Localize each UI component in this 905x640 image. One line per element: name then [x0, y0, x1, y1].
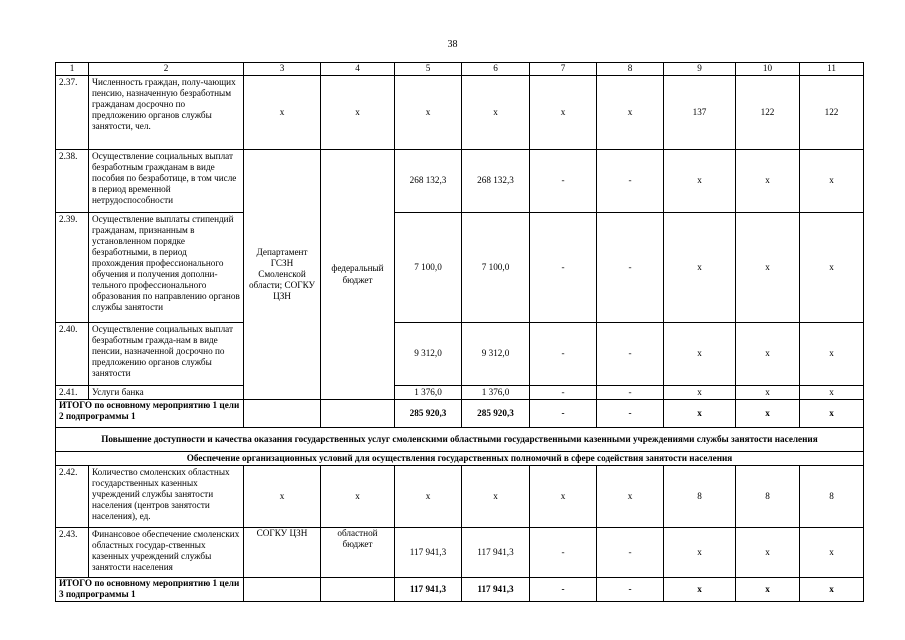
table-row: [56, 213, 864, 323]
cell: х: [800, 323, 864, 386]
cell: 122: [736, 76, 800, 150]
total-row: [56, 400, 864, 428]
table-row: [56, 76, 864, 150]
total-label: ИТОГО по основному мероприятию 1 цели 2 подпрограммы 1: [56, 400, 244, 428]
row-number: 2.39.: [56, 213, 89, 323]
row-name: Осуществление социальных выплат безработным гражданам в виде пособия по безработице, в том числе в период временной нетрудоспособности: [89, 150, 244, 213]
goal-heading-row: [56, 428, 864, 452]
col-header: 5: [395, 63, 462, 76]
cell: х: [800, 400, 864, 428]
table-row: [56, 150, 864, 213]
cell: х: [664, 213, 736, 323]
col-header: 1: [56, 63, 89, 76]
cell: -: [530, 400, 597, 428]
row-number: 2.37.: [56, 76, 89, 150]
goal-heading: Повышение доступности и качества оказания государственных услуг смоленскими областными государственными казенными учреждениями службы занятости населения: [56, 428, 864, 452]
col-header: 4: [321, 63, 395, 76]
cell: [321, 578, 395, 602]
cell: -: [597, 578, 664, 602]
cell: 7 100,0: [462, 213, 530, 323]
row-number: 2.40.: [56, 323, 89, 386]
cell: х: [664, 528, 736, 578]
cell: х: [736, 578, 800, 602]
cell: 117 941,3: [395, 528, 462, 578]
cell: -: [597, 386, 664, 400]
column-numbers-row: [56, 63, 864, 76]
cell: 268 132,3: [395, 150, 462, 213]
cell: х: [530, 76, 597, 150]
col-header: 10: [736, 63, 800, 76]
cell: х: [244, 76, 321, 150]
cell: х: [736, 150, 800, 213]
table-row: [56, 323, 864, 386]
cell: х: [736, 213, 800, 323]
cell: х: [800, 386, 864, 400]
row-name: Услуги банка: [89, 386, 244, 400]
cell: [244, 578, 321, 602]
cell: 1 376,0: [462, 386, 530, 400]
col-header: 11: [800, 63, 864, 76]
row-name: Осуществление выплаты стипендий гражданам, признанным в установленном порядке безработными, в период прохождения профессионального обучения и получения дополни-тельного профессионального образования по направлению органов службы занятости: [89, 213, 244, 323]
cell: х: [736, 528, 800, 578]
cell: 137: [664, 76, 736, 150]
cell: х: [736, 386, 800, 400]
col-header: 7: [530, 63, 597, 76]
cell: х: [800, 213, 864, 323]
total-label: ИТОГО по основному мероприятию 1 цели 3 подпрограммы 1: [56, 578, 244, 602]
cell: -: [530, 528, 597, 578]
cell: х: [321, 76, 395, 150]
funding-source-cell: областной бюджет: [321, 528, 395, 578]
responsible-org-cell: Департамент ГСЗН Смоленской области; СОГКУ ЦЗН: [244, 150, 321, 400]
row-number: 2.43.: [56, 528, 89, 578]
row-name: Финансовое обеспечение смоленских областных государ-ственных казенных учреждений службы занятости населения: [89, 528, 244, 578]
cell: 285 920,3: [395, 400, 462, 428]
task-heading-row: [56, 452, 864, 466]
cell: 285 920,3: [462, 400, 530, 428]
cell: х: [736, 323, 800, 386]
cell: х: [800, 578, 864, 602]
cell: -: [597, 528, 664, 578]
table-row: [56, 528, 864, 578]
cell: х: [800, 528, 864, 578]
cell: х: [664, 150, 736, 213]
row-name: Количество смоленских областных государственных казенных учреждений службы занятости населения (центров занятости населения), ед.: [89, 466, 244, 528]
cell: х: [664, 400, 736, 428]
row-number: 2.42.: [56, 466, 89, 528]
cell: х: [664, 578, 736, 602]
table-row: [56, 466, 864, 528]
cell: 117 941,3: [462, 578, 530, 602]
cell: х: [664, 323, 736, 386]
cell: 9 312,0: [395, 323, 462, 386]
cell: -: [530, 386, 597, 400]
total-row: [56, 578, 864, 602]
cell: х: [800, 150, 864, 213]
cell: [321, 400, 395, 428]
col-header: 6: [462, 63, 530, 76]
cell: х: [597, 76, 664, 150]
table-row: [56, 386, 864, 400]
cell: 117 941,3: [462, 528, 530, 578]
cell: 268 132,3: [462, 150, 530, 213]
row-number: 2.41.: [56, 386, 89, 400]
cell: 8: [664, 466, 736, 528]
cell: х: [530, 466, 597, 528]
cell: 8: [800, 466, 864, 528]
cell: -: [530, 213, 597, 323]
col-header: 9: [664, 63, 736, 76]
cell: -: [597, 400, 664, 428]
cell: 1 376,0: [395, 386, 462, 400]
row-name: Численность граждан, полу-чающих пенсию, назначенную безработным гражданам досрочно по предложению органов службы занятости, чел.: [89, 76, 244, 150]
cell: х: [597, 466, 664, 528]
budget-table: [55, 62, 864, 602]
funding-source-cell: федеральный бюджет: [321, 150, 395, 400]
cell: -: [597, 150, 664, 213]
cell: 9 312,0: [462, 323, 530, 386]
cell: х: [462, 76, 530, 150]
cell: -: [597, 213, 664, 323]
cell: -: [530, 578, 597, 602]
task-heading: Обеспечение организационных условий для осуществления государственных полномочий в сфере содействия занятости населения: [56, 452, 864, 466]
cell: [244, 400, 321, 428]
cell: х: [664, 386, 736, 400]
cell: х: [395, 466, 462, 528]
page-number: 38: [447, 39, 458, 50]
cell: 117 941,3: [395, 578, 462, 602]
col-header: 3: [244, 63, 321, 76]
col-header: 8: [597, 63, 664, 76]
cell: 122: [800, 76, 864, 150]
cell: х: [321, 466, 395, 528]
col-header: 2: [89, 63, 244, 76]
cell: х: [395, 76, 462, 150]
cell: 8: [736, 466, 800, 528]
cell: -: [530, 323, 597, 386]
cell: х: [462, 466, 530, 528]
cell: 7 100,0: [395, 213, 462, 323]
cell: -: [597, 323, 664, 386]
cell: х: [244, 466, 321, 528]
responsible-org-cell: СОГКУ ЦЗН: [244, 528, 321, 578]
cell: х: [736, 400, 800, 428]
row-number: 2.38.: [56, 150, 89, 213]
cell: -: [530, 150, 597, 213]
row-name: Осуществление социальных выплат безработным гражда-нам в виде пенсии, назначенной досрочно по предложению органов службы занятости: [89, 323, 244, 386]
